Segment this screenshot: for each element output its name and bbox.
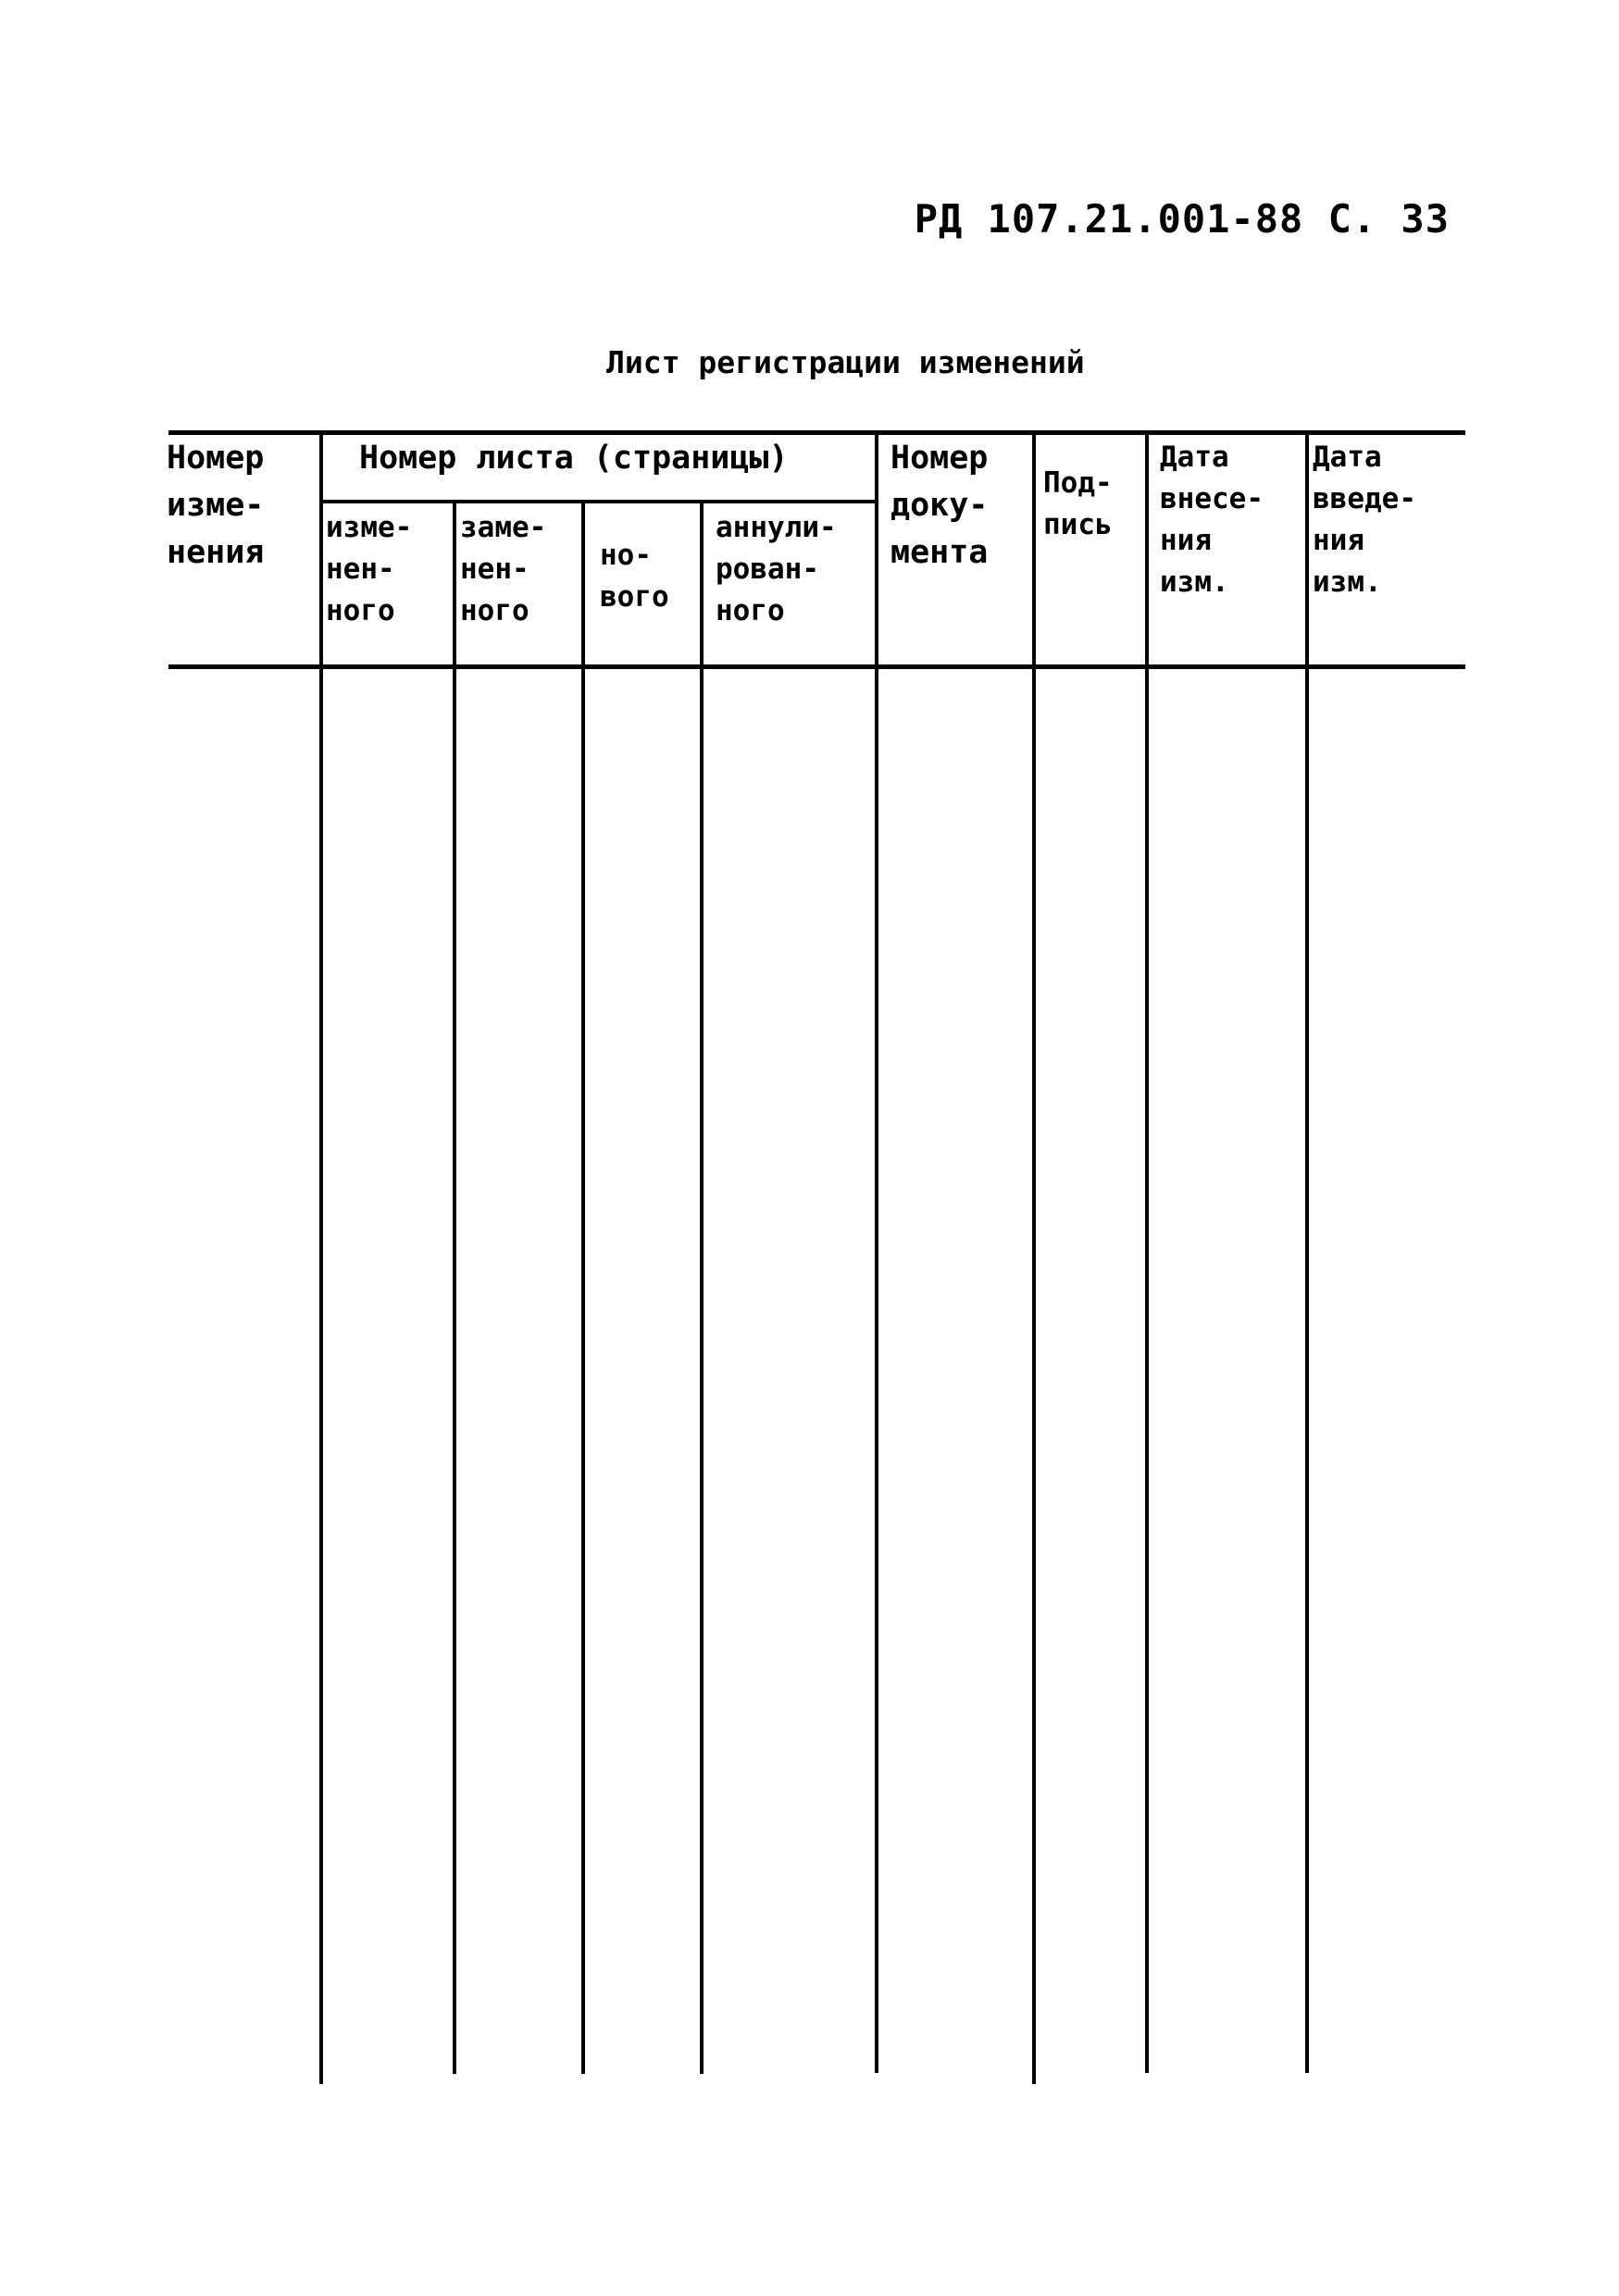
header-date-introduced: Дата введе- ния изм. xyxy=(1313,441,1416,599)
column-divider-3 xyxy=(581,502,585,2074)
header-change-number: Номер изме- нения xyxy=(167,440,265,571)
header-annulled: аннули- рован- ного xyxy=(716,511,837,627)
header-signature: Под- пись xyxy=(1043,466,1113,541)
column-divider-5 xyxy=(875,435,878,2073)
column-divider-2 xyxy=(453,502,456,2074)
header-replaced: заме- нен- ного xyxy=(460,511,547,627)
header-bottom-rule xyxy=(168,664,1465,669)
header-changed: изме- нен- ного xyxy=(326,511,413,627)
header-date-entered: Дата внесе- ния изм. xyxy=(1160,441,1264,599)
group-header-rule xyxy=(322,500,878,503)
header-sheet-number-group: Номер листа (страницы) xyxy=(359,440,789,477)
column-divider-8 xyxy=(1305,435,1309,2073)
column-divider-7 xyxy=(1145,435,1149,2073)
sheet-title: Лист регистрации изменений xyxy=(606,344,1085,380)
header-new: но- вого xyxy=(600,539,669,614)
column-divider-6 xyxy=(1032,435,1036,2084)
page-header: РД 107.21.001-88 С. 33 xyxy=(914,196,1450,242)
column-divider-4 xyxy=(700,502,704,2074)
column-divider-1 xyxy=(319,435,323,2084)
header-document-number: Номер доку- мента xyxy=(890,440,989,571)
